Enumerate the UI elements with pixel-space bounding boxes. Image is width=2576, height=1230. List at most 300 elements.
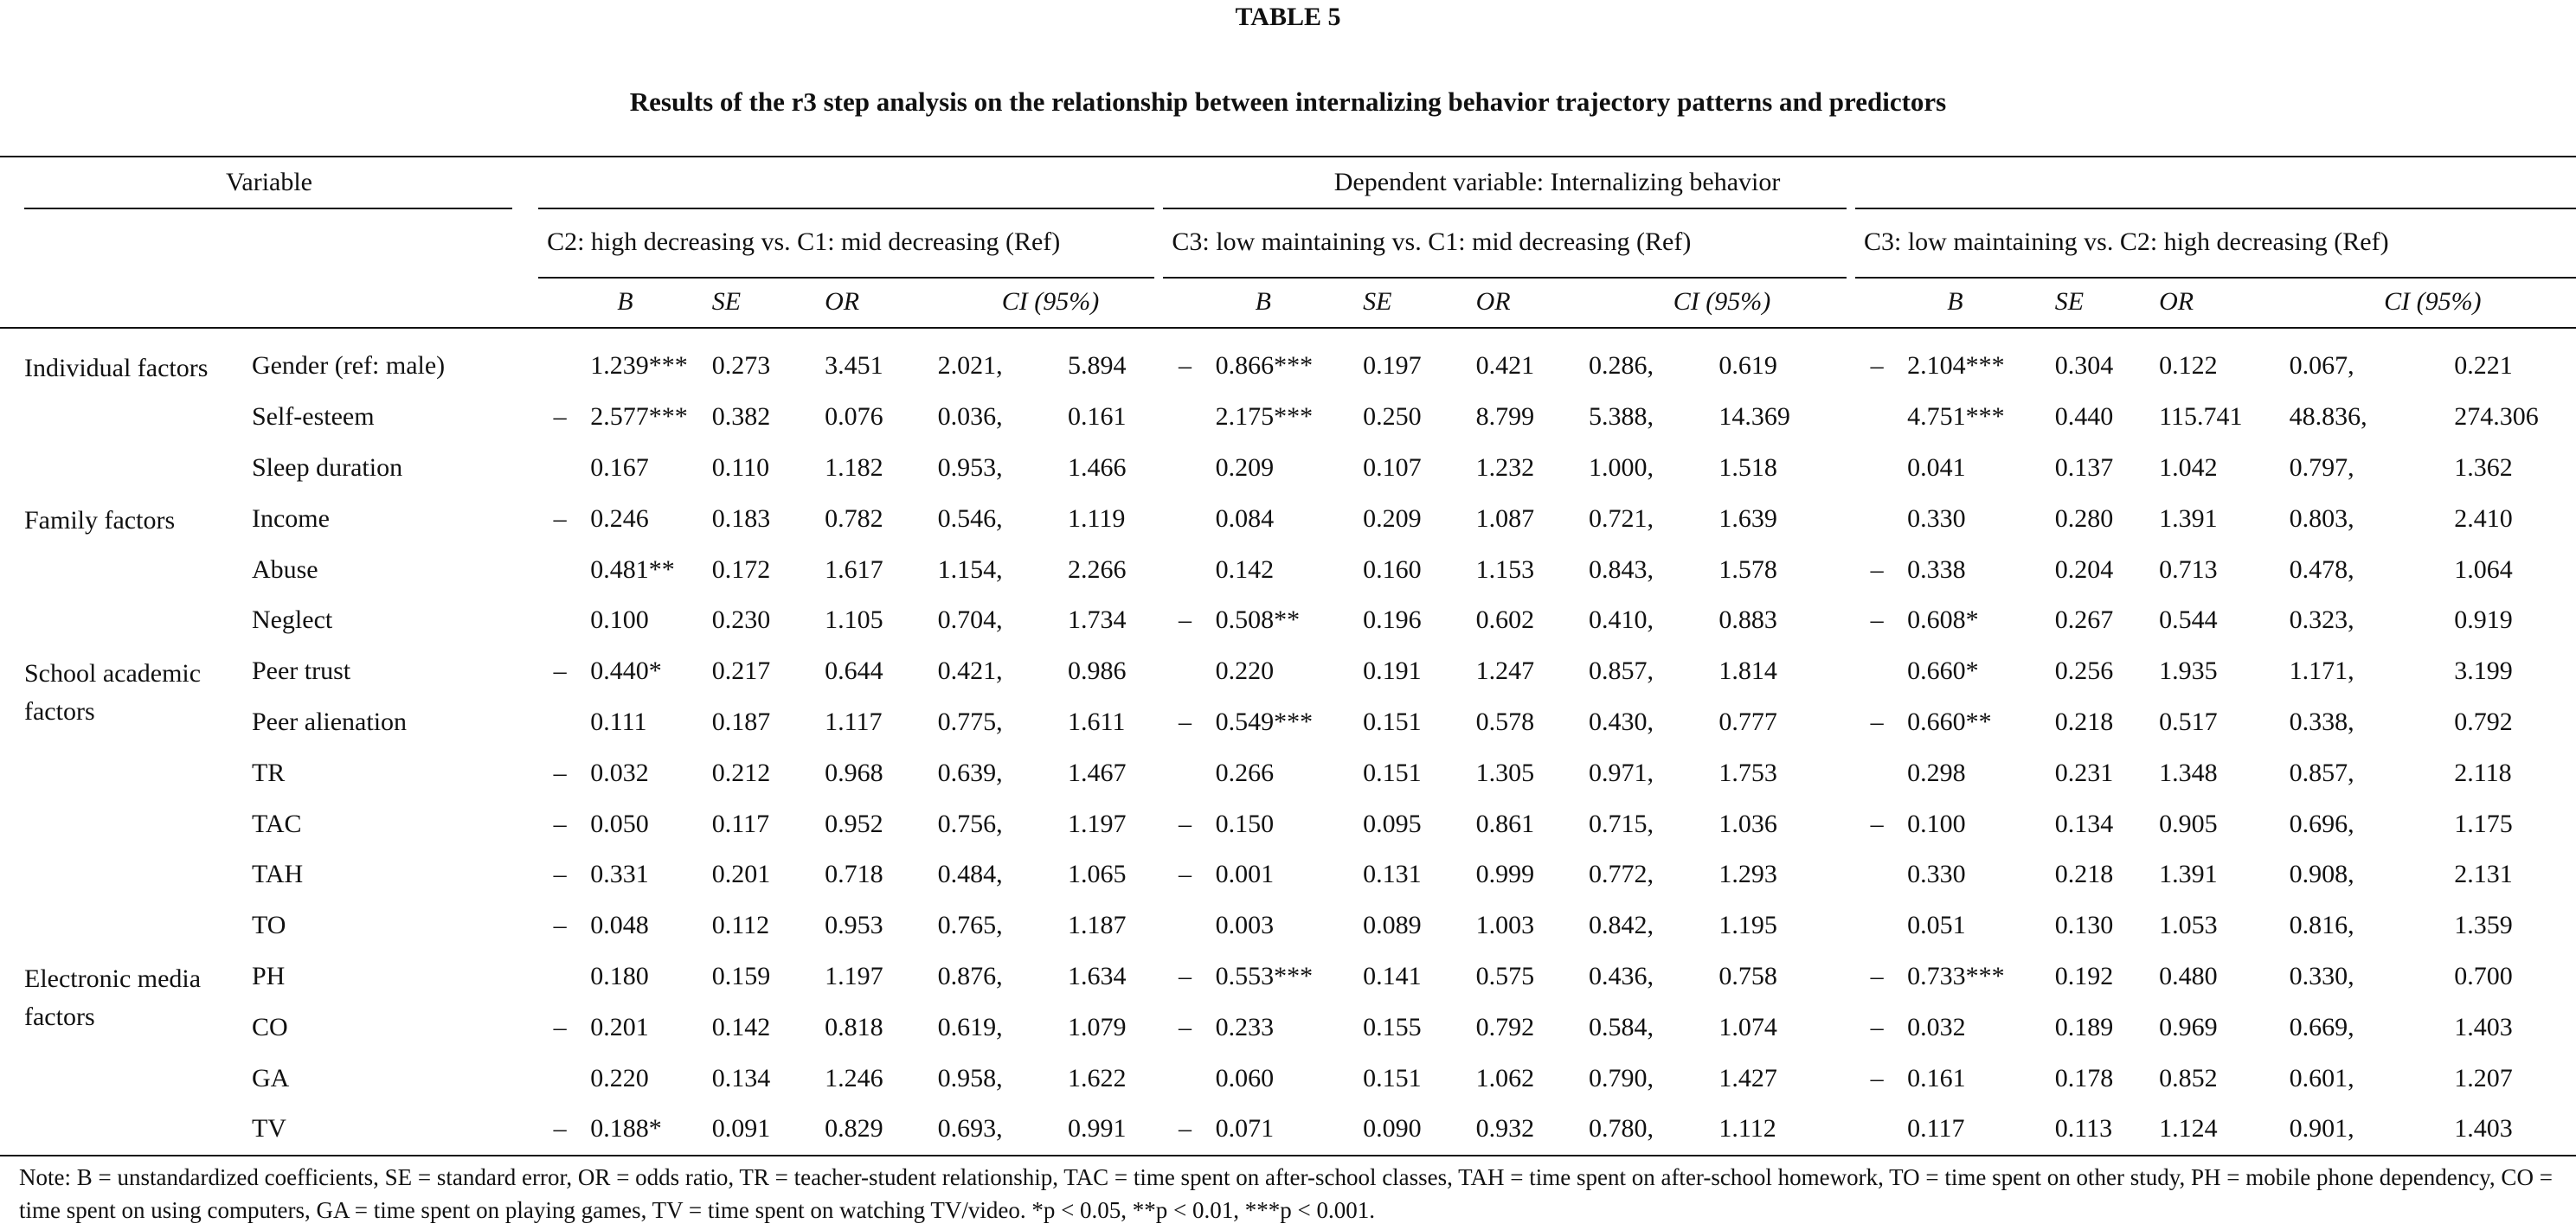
cell-sign — [538, 341, 581, 392]
cell-ci-upper: 2.118 — [2454, 758, 2512, 787]
cell-ci-upper: 1.064 — [2454, 554, 2513, 584]
cell-se: 0.141 — [1363, 961, 1422, 990]
cell-ci-lower: 0.721, — [1589, 503, 1654, 533]
cell-sign — [538, 544, 581, 595]
cell-sign: – — [1870, 605, 1884, 635]
cell-se: 0.151 — [1363, 1063, 1422, 1092]
row-variable: PH — [251, 961, 286, 990]
cell-sign — [1163, 392, 1206, 443]
cell-ci-upper: 2.131 — [2454, 860, 2513, 889]
cell-ci-lower: 0.797, — [2289, 452, 2354, 482]
cell-or: 1.232 — [1475, 452, 1535, 482]
cell-ci-lower: 0.484, — [937, 860, 1003, 889]
cell-ci-upper: 1.814 — [1718, 657, 1777, 686]
cell-b: 0.050 — [590, 809, 649, 838]
cell-or: 1.391 — [2159, 860, 2218, 889]
dependent-variable-label: Dependent variable: Internalizing behavior — [1333, 168, 1781, 196]
cell-se: 0.192 — [2054, 961, 2114, 990]
cell-ci-upper: 2.266 — [1067, 554, 1127, 584]
cell-sign: – — [553, 1012, 567, 1041]
cell-se: 0.107 — [1363, 452, 1422, 482]
stat-label-or-3: OR — [2159, 287, 2194, 316]
cell-b: 0.150 — [1215, 809, 1275, 838]
cell-se: 0.280 — [2054, 503, 2114, 533]
stat-header-se-1 — [712, 277, 825, 328]
cell-ci-upper: 1.403 — [2437, 1104, 2576, 1156]
cell-sign — [1163, 544, 1206, 595]
cell-b: 0.266 — [1215, 758, 1275, 787]
row-variable: TV — [252, 1104, 538, 1156]
cell-ci-upper: 1.578 — [1718, 554, 1777, 584]
cell-sign — [1163, 443, 1206, 494]
cell-ci-lower: 0.338, — [2289, 707, 2354, 736]
cell-se: 0.250 — [1363, 402, 1422, 432]
cell-sign: – — [1178, 707, 1192, 736]
cell-b: 0.330 — [1907, 860, 1966, 889]
cell-ci-lower: 0.958, — [937, 1063, 1003, 1092]
cell-se: 0.267 — [2054, 605, 2114, 635]
comparison-header-2 — [1163, 208, 1855, 277]
cell-ci-lower: 0.704, — [937, 605, 1003, 635]
row-variable: GA — [251, 1063, 290, 1092]
cell-sign — [1855, 493, 1898, 544]
cell-b: 0.233 — [1215, 1012, 1275, 1041]
cell-b: 0.733*** — [1907, 961, 2005, 990]
cell-sign: – — [553, 911, 567, 940]
cell-b: 0.508** — [1215, 605, 1301, 635]
cell-se: 0.231 — [2054, 758, 2114, 787]
cell-or: 0.480 — [2159, 961, 2218, 990]
cell-ci-upper: 5.894 — [1067, 351, 1127, 381]
cell-b: 4.751*** — [1907, 402, 2005, 432]
cell-or: 1.197 — [825, 961, 883, 990]
row-variable: Self-esteem — [251, 402, 375, 432]
cell-b: 0.032 — [1907, 1012, 1966, 1041]
cell-ci-lower: 0.639, — [937, 758, 1003, 787]
cell-or: 0.861 — [1475, 809, 1535, 838]
cell-ci-lower: 0.430, — [1589, 707, 1654, 736]
cell-sign: – — [1870, 351, 1884, 381]
cell-or: 0.782 — [825, 503, 883, 533]
variable-header — [0, 157, 538, 208]
cell-or: 0.421 — [1475, 351, 1535, 381]
cell-or: 1.062 — [1475, 1063, 1535, 1092]
row-category: Family factors — [24, 506, 176, 535]
cell-ci-lower: 0.669, — [2289, 1012, 2354, 1041]
cell-se: 0.095 — [1363, 809, 1422, 838]
cell-se: 0.155 — [1363, 1012, 1422, 1041]
cell-b: 0.041 — [1907, 452, 1966, 482]
cell-ci-upper: 1.403 — [2454, 1012, 2513, 1041]
table-row — [0, 544, 2576, 595]
cell-ci-lower: 0.857, — [2289, 758, 2354, 787]
row-variable: Income — [251, 503, 330, 533]
cell-se: 0.142 — [711, 1012, 771, 1041]
cell-se: 0.217 — [711, 657, 771, 686]
stat-header-or-3 — [2159, 277, 2290, 328]
stat-label-ci-3: CI (95%) — [2384, 287, 2482, 316]
cell-sign — [1855, 747, 1898, 798]
cell-or: 0.602 — [1475, 605, 1535, 635]
cell-b: 0.440* — [590, 657, 662, 686]
cell-b: 2.104*** — [1907, 351, 2005, 381]
cell-b: 0.161 — [1907, 1063, 1966, 1092]
cell-ci-lower: 0.421, — [937, 657, 1003, 686]
table-row — [0, 595, 2576, 646]
cell-se: 0.209 — [1363, 503, 1422, 533]
cell-se: 0.089 — [1363, 911, 1422, 940]
cell-or: 115.741 — [2159, 402, 2243, 432]
cell-b: 0.003 — [1215, 911, 1275, 940]
cell-sign: – — [1178, 961, 1192, 990]
cell-b: 0.660* — [1907, 657, 1979, 686]
cell-or: 0.076 — [825, 402, 883, 432]
stat-header-ci-3 — [2290, 277, 2576, 328]
cell-ci-upper: 1.197 — [1067, 809, 1127, 838]
cell-b: 0.084 — [1215, 503, 1275, 533]
comparison-label-3: C3: low maintaining vs. C2: high decreasing (Ref) — [1864, 227, 2389, 256]
table-row — [0, 951, 2576, 1003]
cell-se: 0.382 — [711, 402, 771, 432]
cell-b: 0.866*** — [1215, 351, 1314, 381]
cell-ci-lower: 0.410, — [1589, 605, 1654, 635]
cell-or: 1.348 — [2159, 758, 2218, 787]
row-variable: TAH — [251, 860, 304, 889]
stat-label-b-1: B — [617, 287, 633, 316]
table-body — [0, 341, 2576, 1156]
cell-se: 0.113 — [2055, 1104, 2159, 1156]
cell-se: 0.212 — [711, 758, 771, 787]
stat-header-b-2 — [1163, 277, 1363, 328]
cell-se: 0.160 — [1363, 554, 1422, 584]
cell-ci-upper: 0.919 — [2454, 605, 2513, 635]
table-row — [0, 1053, 2576, 1104]
cell-ci-lower: 1.171, — [2289, 657, 2354, 686]
cell-sign: – — [553, 758, 567, 787]
cell-or: 0.852 — [2159, 1063, 2218, 1092]
cell-or: 0.575 — [1475, 961, 1535, 990]
stat-header-b-3 — [1855, 277, 2055, 328]
cell-ci-upper: 1.074 — [1718, 1012, 1777, 1041]
stat-header-b-1 — [538, 277, 712, 328]
cell-b: 0.220 — [1215, 657, 1275, 686]
table-note: Note: B = unstandardized coefficients, SE = standard error, OR = odds ratio, TR = teacher-student relationship, TAC = time spent on after-school classes, TAH = time spent on after-school homework, TO = time spent on other study, PH = mobile phone dependency, CO = time spent on using computers, GA = time spent on playing games, TV = time spent on watching TV/video. *p < 0.05, **p < 0.01, ***p < 0.001. — [19, 1164, 2553, 1223]
cell-ci-upper: 1.734 — [1067, 605, 1127, 635]
cell-sign — [1163, 493, 1206, 544]
cell-sign — [1163, 1053, 1206, 1104]
stat-header-or-2 — [1476, 277, 1589, 328]
cell-or: 1.124 — [2159, 1104, 2290, 1156]
row-variable: TAC — [251, 809, 302, 838]
cell-se: 0.440 — [2054, 402, 2114, 432]
cell-b: 0.246 — [590, 503, 649, 533]
cell-sign: – — [1178, 605, 1192, 635]
cell-or: 0.818 — [825, 1012, 883, 1041]
cell-sign: – — [1870, 707, 1884, 736]
row-variable: Peer trust — [251, 657, 351, 686]
cell-b: 0.117 — [1898, 1104, 2055, 1156]
cell-b: 2.175*** — [1215, 402, 1314, 432]
cell-ci-upper: 1.634 — [1067, 961, 1127, 990]
cell-ci-upper: 1.611 — [1067, 707, 1126, 736]
cell-b: 0.481** — [590, 554, 675, 584]
cell-se: 0.137 — [2054, 452, 2114, 482]
cell-ci-upper: 1.622 — [1067, 1063, 1127, 1092]
cell-ci-upper: 1.195 — [1718, 911, 1777, 940]
row-variable: CO — [251, 1012, 288, 1041]
cell-ci-lower: 1.000, — [1589, 452, 1654, 482]
stat-header-se-3 — [2055, 277, 2159, 328]
cell-ci-upper: 0.758 — [1718, 961, 1777, 990]
cell-ci-upper: 0.221 — [2454, 351, 2513, 381]
cell-ci-upper: 1.467 — [1067, 758, 1127, 787]
stat-label-ci-1: CI (95%) — [1001, 287, 1100, 316]
cell-b: 0.167 — [590, 452, 649, 482]
stat-label-se-3: SE — [2054, 287, 2085, 316]
stat-header-spacer — [0, 277, 538, 328]
cell-or: 0.544 — [2159, 605, 2218, 635]
cell-b: 0.549*** — [1215, 707, 1314, 736]
cell-or: 1.391 — [2159, 503, 2218, 533]
cell-sign: – — [1870, 554, 1884, 584]
cell-b: 0.051 — [1907, 911, 1966, 940]
cell-sign — [538, 951, 581, 1003]
cell-ci-upper: 0.991 — [1050, 1104, 1163, 1156]
cell-ci-upper: 1.065 — [1067, 860, 1127, 889]
cell-b: 0.071 — [1207, 1104, 1364, 1156]
cell-b: 0.608* — [1907, 605, 1979, 635]
cell-sign: – — [1163, 1104, 1206, 1156]
cell-ci-upper: 2.410 — [2454, 503, 2513, 533]
cell-b: 0.111 — [590, 707, 647, 736]
row-variable: Neglect — [251, 605, 333, 635]
cell-b: 0.553*** — [1215, 961, 1314, 990]
cell-ci-lower: 0.842, — [1589, 911, 1654, 940]
stat-header-or-1 — [825, 277, 937, 328]
cell-sign: – — [538, 1104, 581, 1156]
cell-ci-upper: 14.369 — [1718, 402, 1790, 432]
table-row — [0, 900, 2576, 951]
stat-header-se-2 — [1363, 277, 1475, 328]
cell-sign: – — [553, 503, 567, 533]
row-variable: Abuse — [251, 554, 318, 584]
cell-b: 0.220 — [590, 1063, 649, 1092]
cell-se: 0.151 — [1363, 758, 1422, 787]
cell-ci-lower: 0.436, — [1589, 961, 1654, 990]
table-row — [0, 1002, 2576, 1053]
cell-sign — [1163, 646, 1206, 697]
stat-label-b-2: B — [1255, 287, 1271, 316]
table-row — [0, 747, 2576, 798]
cell-b: 0.180 — [590, 961, 649, 990]
cell-b: 0.100 — [590, 605, 649, 635]
cell-or: 1.003 — [1475, 911, 1535, 940]
cell-or: 0.644 — [825, 657, 883, 686]
cell-ci-lower: 0.765, — [937, 911, 1003, 940]
cell-ci-upper: 0.700 — [2454, 961, 2513, 990]
cell-ci-upper: 3.199 — [2454, 657, 2513, 686]
cell-ci-upper: 1.359 — [2454, 911, 2513, 940]
cell-ci-lower: 0.323, — [2289, 605, 2354, 635]
row-category: Individual factors — [24, 354, 209, 382]
cell-sign — [1855, 849, 1898, 900]
cell-sign: – — [1178, 860, 1192, 889]
cell-ci-lower: 0.803, — [2289, 503, 2354, 533]
cell-sign — [538, 443, 581, 494]
cell-sign — [1855, 443, 1898, 494]
table-row — [0, 493, 2576, 544]
stat-label-or-1: OR — [825, 287, 860, 316]
stat-label-or-2: OR — [1475, 287, 1511, 316]
table-row — [0, 798, 2576, 849]
cell-b: 0.331 — [590, 860, 649, 889]
cell-sign — [1855, 1104, 1898, 1156]
cell-se: 0.131 — [1363, 860, 1422, 889]
cell-sign: – — [1870, 961, 1884, 990]
cell-ci-lower: 0.901, — [2290, 1104, 2438, 1156]
cell-ci-lower: 0.696, — [2289, 809, 2354, 838]
cell-se: 0.151 — [1363, 707, 1422, 736]
cell-ci-lower: 0.876, — [937, 961, 1003, 990]
cell-ci-upper: 1.753 — [1718, 758, 1777, 787]
cell-ci-lower: 0.036, — [937, 402, 1003, 432]
cell-ci-lower: 0.693, — [938, 1104, 1050, 1156]
cell-b: 2.577*** — [590, 402, 688, 432]
cell-b: 0.048 — [590, 911, 649, 940]
cell-or: 8.799 — [1475, 402, 1535, 432]
cell-sign: – — [1178, 809, 1192, 838]
cell-or: 1.087 — [1475, 503, 1535, 533]
cell-ci-lower: 0.790, — [1589, 1063, 1654, 1092]
cell-or: 0.999 — [1475, 860, 1535, 889]
cell-sign — [538, 697, 581, 748]
cell-ci-upper: 0.883 — [1718, 605, 1777, 635]
cell-sign: – — [1870, 1012, 1884, 1041]
cell-b: 0.330 — [1907, 503, 1966, 533]
cell-se: 0.256 — [2054, 657, 2114, 686]
cell-ci-upper: 1.175 — [2454, 809, 2513, 838]
cell-ci-upper: 1.466 — [1067, 452, 1127, 482]
cell-se: 0.112 — [711, 911, 770, 940]
cell-or: 0.969 — [2159, 1012, 2218, 1041]
cell-ci-lower: 0.971, — [1589, 758, 1654, 787]
cell-se: 0.091 — [712, 1104, 825, 1156]
cell-se: 0.191 — [1363, 657, 1422, 686]
cell-ci-upper: 1.427 — [1718, 1063, 1777, 1092]
cell-se: 0.189 — [2054, 1012, 2114, 1041]
cell-se: 0.201 — [711, 860, 771, 889]
stat-label-b-3: B — [1947, 287, 1963, 316]
dependent-variable-header — [538, 157, 2576, 208]
cell-ci-upper: 0.986 — [1067, 657, 1127, 686]
table-row — [0, 1104, 2576, 1156]
cell-sign — [538, 595, 581, 646]
stat-label-ci-2: CI (95%) — [1673, 287, 1771, 316]
row-variable: Sleep duration — [251, 452, 403, 482]
cell-ci-lower: 0.816, — [2289, 911, 2354, 940]
stat-label-se-2: SE — [1363, 287, 1392, 316]
cell-ci-lower: 48.836, — [2289, 402, 2367, 432]
cell-ci-upper: 0.619 — [1718, 351, 1777, 381]
cell-or: 0.122 — [2159, 351, 2218, 381]
cell-ci-lower: 2.021, — [937, 351, 1003, 381]
cell-se: 0.273 — [711, 351, 771, 381]
table-row — [0, 341, 2576, 392]
cell-sign: – — [1870, 809, 1884, 838]
cell-ci-upper: 1.187 — [1067, 911, 1127, 940]
cell-b: 0.660** — [1907, 707, 1992, 736]
cell-or: 1.617 — [825, 554, 883, 584]
table-title: TABLE 5 — [1235, 3, 1341, 31]
cell-ci-upper: 1.207 — [2454, 1063, 2513, 1092]
comparison-header-3 — [1855, 208, 2576, 277]
table-row — [0, 443, 2576, 494]
cell-b: 0.298 — [1907, 758, 1966, 787]
cell-or: 0.829 — [825, 1104, 937, 1156]
comparison-label-2: C3: low maintaining vs. C1: mid decreasing (Ref) — [1172, 227, 1692, 256]
cell-ci-lower: 0.756, — [937, 809, 1003, 838]
cell-ci-upper: 1.036 — [1718, 809, 1777, 838]
cell-or: 1.935 — [2159, 657, 2218, 686]
row-category: School academic factors — [24, 658, 202, 726]
table-row — [0, 697, 2576, 748]
cell-or: 0.718 — [825, 860, 883, 889]
row-variable: Gender (ref: male) — [251, 351, 446, 381]
cell-ci-upper: 0.792 — [2454, 707, 2513, 736]
cell-ci-lower: 0.546, — [937, 503, 1003, 533]
cell-or: 0.953 — [825, 911, 883, 940]
cell-or: 1.305 — [1475, 758, 1535, 787]
cell-or: 1.182 — [825, 452, 883, 482]
cell-ci-upper: 274.306 — [2454, 402, 2539, 432]
variable-header-label: Variable — [226, 168, 312, 196]
cell-b: 0.201 — [590, 1012, 649, 1041]
cell-se: 0.159 — [711, 961, 771, 990]
cell-ci-lower: 5.388, — [1589, 402, 1654, 432]
cell-or: 0.713 — [2159, 554, 2218, 584]
cell-b: 0.060 — [1215, 1063, 1275, 1092]
cell-b: 0.032 — [590, 758, 649, 787]
cell-or: 3.451 — [825, 351, 883, 381]
cell-ci-lower: 0.584, — [1589, 1012, 1654, 1041]
cell-or: 0.932 — [1476, 1104, 1589, 1156]
cell-sign: – — [1178, 351, 1192, 381]
cell-ci-lower: 0.330, — [2289, 961, 2354, 990]
cell-se: 0.110 — [711, 452, 770, 482]
cell-ci-upper: 1.119 — [1067, 503, 1126, 533]
cell-or: 0.952 — [825, 809, 883, 838]
cell-sign: – — [553, 657, 567, 686]
cell-or: 1.042 — [2159, 452, 2218, 482]
cell-ci-upper: 1.362 — [2454, 452, 2513, 482]
cell-ci-upper: 0.161 — [1067, 402, 1127, 432]
cell-se: 0.178 — [2054, 1063, 2114, 1092]
cell-ci-lower: 0.775, — [937, 707, 1003, 736]
cell-sign — [1163, 900, 1206, 951]
table-row — [0, 646, 2576, 697]
cell-se: 0.090 — [1363, 1104, 1475, 1156]
cell-ci-lower: 0.908, — [2289, 860, 2354, 889]
cell-or: 0.517 — [2159, 707, 2218, 736]
cell-se: 0.218 — [2054, 707, 2114, 736]
cell-ci-lower: 0.843, — [1589, 554, 1654, 584]
table-caption: Results of the r3 step analysis on the relationship between internalizing behavior trajectory patterns and predictors — [629, 86, 1947, 117]
row-category: Electronic media factors — [0, 951, 252, 1156]
results-table — [0, 156, 2576, 1156]
cell-sign — [538, 1053, 581, 1104]
cell-sign: – — [553, 860, 567, 889]
row-variable: TR — [251, 758, 286, 787]
